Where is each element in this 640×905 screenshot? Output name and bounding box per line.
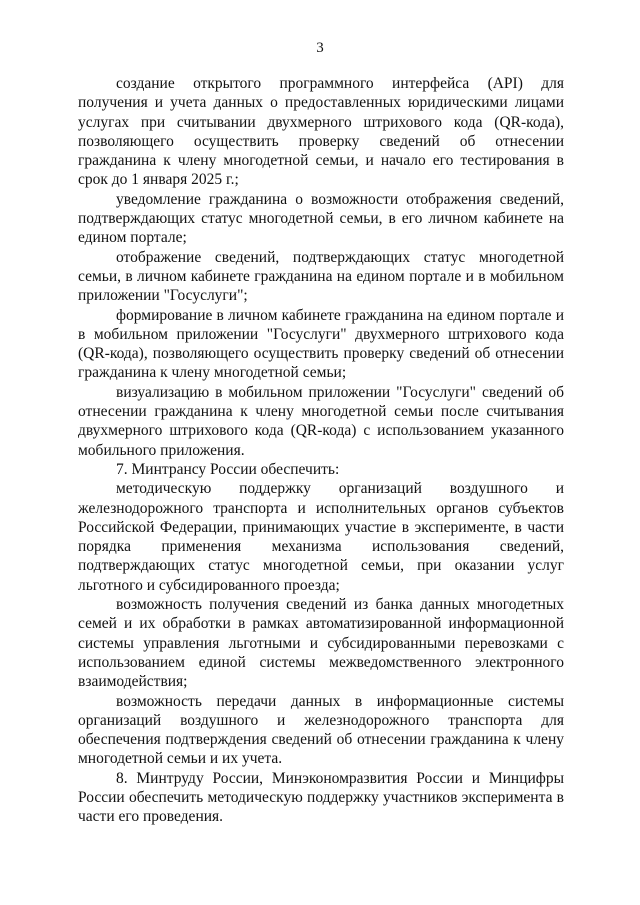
paragraph-mintrans-heading: 7. Минтрансу России обеспечить: (116, 460, 340, 478)
paragraph-methodical-support: методическую поддержку организаций воздушного и железнодорожного транспорта и исполнительных органов субъектов Российской Федерации, принимающих участие в эксперименте, в части порядка применения механизма использования сведений, подтверждающих статус многодетной семьи, при оказании услуг льготного и субсидированного проезда; (78, 480, 564, 594)
paragraph-qr-generation: формирование в личном кабинете гражданина на едином портале и в мобильном приложении "Госуслуги" двухмерного штрихового кода (QR-кода), позволяющего осуществить проверку сведений об отнесении гражданина к члену многодетной семьи; (78, 306, 564, 382)
paragraph-visualization: визуализацию в мобильном приложении "Госуслуги" сведений об отнесении гражданина к члену многодетной семьи после считывания двухмерного штрихового кода (QR-кода) с использованием указанного мобильного приложения. (78, 383, 564, 459)
paragraph-display-status: отображение сведений, подтверждающих статус многодетной семьи, в личном кабинете гражданина на едином портале и в мобильном приложении "Госуслуги"; (78, 248, 564, 305)
paragraph-data-transfer: возможность передачи данных в информационные системы организаций воздушного и железнодорожного транспорта для обеспечения подтверждения сведений об отнесении гражданина к члену многодетной семьи и их учета. (78, 692, 564, 768)
paragraph-mintrud: 8. Минтруду России, Минэкономразвития России и Минцифры России обеспечить методическую поддержку участников эксперимента в части его проведения. (78, 769, 564, 826)
paragraph-notification: уведомление гражданина о возможности отображения сведений, подтверждающих статус многодетной семьи, в его личном кабинете на едином портале; (78, 190, 564, 247)
paragraph-data-bank-access: возможность получения сведений из банка данных многодетных семей и их обработки в рамках автоматизированной информационной системы управления льготными и субсидированными перевозками с использованием единой системы межведомственного электронного взаимодействия; (78, 596, 564, 691)
paragraph-api: создание открытого программного интерфейса (API) для получения и учета данных о предоставленных юридическими лицами услугах при считывании двухмерного штрихового кода (QR-кода), позволяющего осуществить проверку сведений об отнесении гражданина к члену многодетной семьи, и начало его тестирования в срок до 1 января 2025 г.; (78, 75, 564, 189)
page-number: 3 (316, 40, 324, 56)
document-body (78, 74, 564, 827)
